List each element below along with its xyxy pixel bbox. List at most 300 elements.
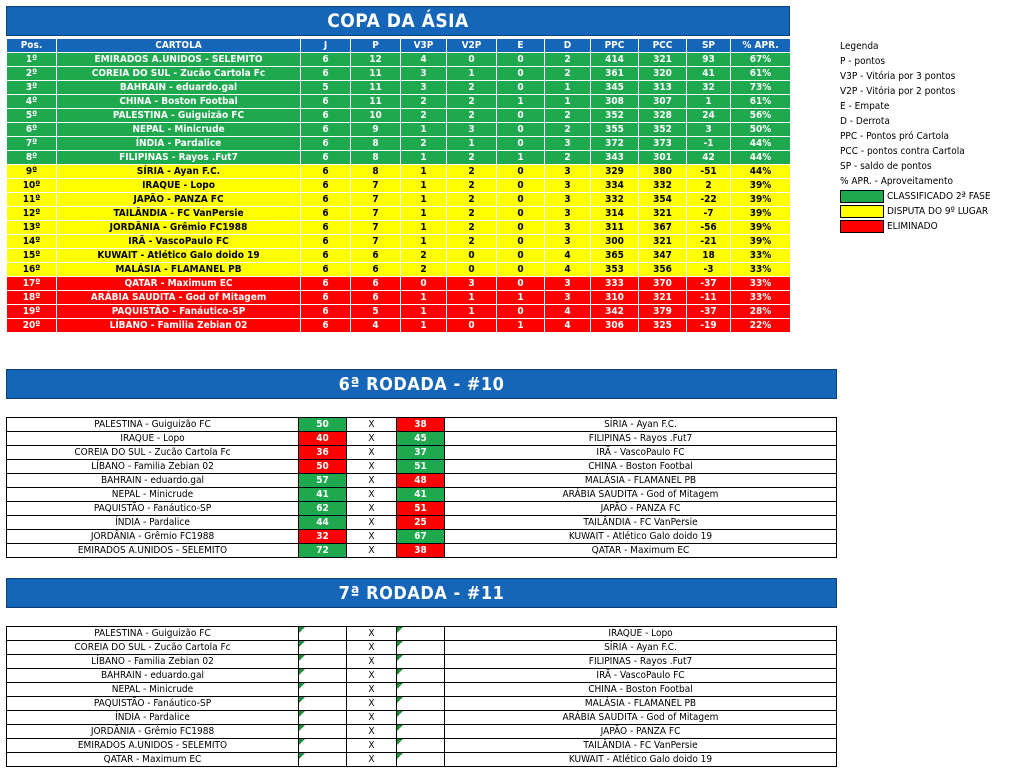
cell-v2p: 2 [447, 221, 497, 235]
home-team: NEPAL - Minicrude [7, 488, 299, 502]
away-team: CHINA - Boston Footbal [445, 683, 837, 697]
legend-swatch [840, 220, 884, 233]
cell-name: ÍNDIA - Pardalice [57, 137, 301, 151]
cell-v2p: 1 [447, 291, 497, 305]
cell-ppc: 353 [591, 263, 639, 277]
legend-line: E - Empate [840, 101, 890, 112]
match-row [7, 516, 837, 530]
legend-line: SP - saldo de pontos [840, 161, 932, 172]
cell-pcc: 320 [639, 67, 687, 81]
cell-name: IRAQUE - Lopo [57, 179, 301, 193]
cell-p: 7 [351, 193, 401, 207]
cell-name: FILIPINAS - Rayos .Fut7 [57, 151, 301, 165]
cell-name: BAHRAIN - eduardo.gal [57, 81, 301, 95]
cell-v2p: 2 [447, 193, 497, 207]
table-row [7, 193, 791, 207]
versus: X [347, 502, 397, 516]
cell-e: 0 [497, 165, 545, 179]
away-team: KUWAIT - Atlético Galo doido 19 [445, 530, 837, 544]
table-row [7, 151, 791, 165]
round-7-title: 7ª RODADA - #11 [6, 578, 837, 608]
table-row [7, 53, 791, 67]
away-score: 48 [397, 474, 445, 488]
legend-item [840, 204, 1024, 219]
home-score: 32 [299, 530, 347, 544]
cell-p: 8 [351, 165, 401, 179]
cell-pcc: 347 [639, 249, 687, 263]
home-team: NEPAL - Minicrude [7, 683, 299, 697]
away-team: FILIPINAS - Rayos .Fut7 [445, 432, 837, 446]
cell-apr: 44% [731, 151, 791, 165]
legend [840, 39, 1024, 234]
table-row [7, 109, 791, 123]
cell-p: 7 [351, 207, 401, 221]
away-score-input[interactable] [397, 627, 445, 641]
away-team: SÍRIA - Ayan F.C. [445, 418, 837, 432]
cell-e: 1 [497, 151, 545, 165]
cell-e: 0 [497, 263, 545, 277]
round-7-matches [6, 626, 837, 767]
cell-v2p: 2 [447, 165, 497, 179]
table-row [7, 263, 791, 277]
cell-pos: 2º [7, 67, 57, 81]
cell-name: LÍBANO - Familia Zebian 02 [57, 319, 301, 333]
away-score: 51 [397, 502, 445, 516]
away-team: IRAQUE - Lopo [445, 627, 837, 641]
cell-v2p: 1 [447, 305, 497, 319]
away-team: FILIPINAS - Rayos .Fut7 [445, 655, 837, 669]
versus: X [347, 739, 397, 753]
cell-v3p: 2 [401, 263, 447, 277]
cell-e: 0 [497, 109, 545, 123]
cell-apr: 39% [731, 221, 791, 235]
cell-e: 0 [497, 305, 545, 319]
versus: X [347, 530, 397, 544]
cell-name: MALÁSIA - FLAMANEL PB [57, 263, 301, 277]
cell-p: 9 [351, 123, 401, 137]
cell-pos: 9º [7, 165, 57, 179]
match-row [7, 641, 837, 655]
cell-pos: 13º [7, 221, 57, 235]
column-header: SP [687, 39, 731, 53]
home-score: 50 [299, 460, 347, 474]
cell-ppc: 308 [591, 95, 639, 109]
cell-e: 0 [497, 67, 545, 81]
table-row [7, 221, 791, 235]
match-row [7, 627, 837, 641]
cell-d: 3 [545, 207, 591, 221]
home-team: EMIRADOS A.UNIDOS - SELEMITO [7, 739, 299, 753]
cell-pos: 1º [7, 53, 57, 67]
cell-p: 5 [351, 305, 401, 319]
away-score-input[interactable] [397, 711, 445, 725]
cell-j: 6 [301, 193, 351, 207]
away-team: MALÁSIA - FLAMANEL PB [445, 697, 837, 711]
cell-v3p: 1 [401, 207, 447, 221]
cell-v3p: 1 [401, 179, 447, 193]
home-team: LÍBANO - Familia Zebian 02 [7, 655, 299, 669]
cell-d: 3 [545, 235, 591, 249]
away-score-input[interactable] [397, 753, 445, 767]
cell-sp: -56 [687, 221, 731, 235]
cell-pos: 17º [7, 277, 57, 291]
cell-v2p: 2 [447, 179, 497, 193]
cell-pos: 14º [7, 235, 57, 249]
cell-ppc: 332 [591, 193, 639, 207]
home-team: QATAR - Maximum EC [7, 753, 299, 767]
cell-sp: 2 [687, 179, 731, 193]
away-team: KUWAIT - Atlético Galo doido 19 [445, 753, 837, 767]
cell-v2p: 2 [447, 151, 497, 165]
cell-pos: 15º [7, 249, 57, 263]
cell-pcc: 325 [639, 319, 687, 333]
cell-v3p: 0 [401, 277, 447, 291]
round-6-matches [6, 417, 837, 558]
cell-d: 1 [545, 95, 591, 109]
match-row [7, 474, 837, 488]
cell-name: JAPÃO - PANZA FC [57, 193, 301, 207]
versus: X [347, 711, 397, 725]
cell-v3p: 1 [401, 123, 447, 137]
cell-name: PALESTINA - Guiguizão FC [57, 109, 301, 123]
home-score-input[interactable] [299, 697, 347, 711]
away-team: IRÃ - VascoPaulo FC [445, 669, 837, 683]
cell-name: ARÁBIA SAUDITA - God of Mitagem [57, 291, 301, 305]
standings-table [6, 38, 791, 333]
cell-v3p: 2 [401, 249, 447, 263]
cell-pos: 16º [7, 263, 57, 277]
cell-v2p: 0 [447, 249, 497, 263]
cell-j: 6 [301, 263, 351, 277]
cell-apr: 67% [731, 53, 791, 67]
match-row [7, 432, 837, 446]
table-row [7, 67, 791, 81]
home-score-input[interactable] [299, 641, 347, 655]
cell-v2p: 2 [447, 207, 497, 221]
home-team: PALESTINA - Guiguizão FC [7, 418, 299, 432]
cell-e: 0 [497, 123, 545, 137]
cell-sp: -11 [687, 291, 731, 305]
table-row [7, 305, 791, 319]
table-row [7, 95, 791, 109]
table-row [7, 123, 791, 137]
legend-line: V2P - Vitória por 2 pontos [840, 86, 956, 97]
away-score: 67 [397, 530, 445, 544]
cell-name: PAQUISTÃO - Fanáutico-SP [57, 305, 301, 319]
cell-e: 0 [497, 53, 545, 67]
table-row [7, 179, 791, 193]
match-row [7, 697, 837, 711]
cell-e: 0 [497, 207, 545, 221]
cell-sp: 24 [687, 109, 731, 123]
home-score-input[interactable] [299, 739, 347, 753]
cell-d: 2 [545, 151, 591, 165]
match-row [7, 460, 837, 474]
away-score: 38 [397, 544, 445, 558]
cell-sp: -7 [687, 207, 731, 221]
cell-v3p: 1 [401, 291, 447, 305]
cell-j: 6 [301, 123, 351, 137]
home-score-input[interactable] [299, 669, 347, 683]
cell-d: 3 [545, 179, 591, 193]
column-header: PCC [639, 39, 687, 53]
cell-ppc: 414 [591, 53, 639, 67]
cell-pcc: 332 [639, 179, 687, 193]
page-title: COPA DA ÁSIA [6, 6, 790, 36]
cell-name: JORDÂNIA - Grêmio FC1988 [57, 221, 301, 235]
versus: X [347, 697, 397, 711]
cell-v3p: 1 [401, 235, 447, 249]
cell-pos: 18º [7, 291, 57, 305]
cell-j: 6 [301, 207, 351, 221]
cell-d: 4 [545, 319, 591, 333]
cell-ppc: 365 [591, 249, 639, 263]
legend-line: P - pontos [840, 56, 886, 67]
cell-apr: 39% [731, 207, 791, 221]
away-score: 25 [397, 516, 445, 530]
cell-j: 5 [301, 81, 351, 95]
column-header: J [301, 39, 351, 53]
versus: X [347, 544, 397, 558]
cell-v2p: 1 [447, 67, 497, 81]
cell-pcc: 301 [639, 151, 687, 165]
match-row [7, 739, 837, 753]
away-score: 37 [397, 446, 445, 460]
cell-apr: 44% [731, 165, 791, 179]
cell-pcc: 321 [639, 235, 687, 249]
cell-p: 6 [351, 249, 401, 263]
match-row [7, 446, 837, 460]
cell-pcc: 380 [639, 165, 687, 179]
cell-ppc: 311 [591, 221, 639, 235]
cell-v3p: 1 [401, 221, 447, 235]
cell-sp: -22 [687, 193, 731, 207]
cell-v2p: 2 [447, 109, 497, 123]
home-score-input[interactable] [299, 753, 347, 767]
away-score-input[interactable] [397, 683, 445, 697]
cell-sp: -37 [687, 305, 731, 319]
cell-pos: 6º [7, 123, 57, 137]
cell-p: 8 [351, 137, 401, 151]
home-score: 36 [299, 446, 347, 460]
cell-name: IRÃ - VascoPaulo FC [57, 235, 301, 249]
away-score: 45 [397, 432, 445, 446]
table-row [7, 277, 791, 291]
cell-apr: 50% [731, 123, 791, 137]
cell-v3p: 3 [401, 81, 447, 95]
cell-v3p: 2 [401, 95, 447, 109]
home-team: EMIRADOS A.UNIDOS - SELEMITO [7, 544, 299, 558]
column-header: CARTOLA [57, 39, 301, 53]
cell-pos: 8º [7, 151, 57, 165]
home-score-input[interactable] [299, 627, 347, 641]
cell-pos: 3º [7, 81, 57, 95]
away-team: ARÁBIA SAUDITA - God of Mitagem [445, 711, 837, 725]
table-row [7, 235, 791, 249]
home-team: COREIA DO SUL - Zucão Cartola Fc [7, 641, 299, 655]
cell-apr: 39% [731, 235, 791, 249]
cell-pos: 12º [7, 207, 57, 221]
cell-j: 6 [301, 53, 351, 67]
away-score-input[interactable] [397, 641, 445, 655]
cell-j: 6 [301, 165, 351, 179]
away-team: CHINA - Boston Footbal [445, 460, 837, 474]
home-team: ÍNDIA - Pardalice [7, 711, 299, 725]
table-row [7, 81, 791, 95]
away-team: IRÃ - VascoPaulo FC [445, 446, 837, 460]
match-row [7, 488, 837, 502]
away-team: SÍRIA - Ayan F.C. [445, 641, 837, 655]
column-header: Pos. [7, 39, 57, 53]
legend-label: CLASSIFICADO 2ª FASE [887, 191, 991, 202]
cell-apr: 33% [731, 277, 791, 291]
home-team: ÍNDIA - Pardalice [7, 516, 299, 530]
cell-name: SÍRIA - Ayan F.C. [57, 165, 301, 179]
cell-d: 3 [545, 291, 591, 305]
away-team: ARÁBIA SAUDITA - God of Mitagem [445, 488, 837, 502]
away-score: 51 [397, 460, 445, 474]
match-row [7, 683, 837, 697]
cell-d: 1 [545, 81, 591, 95]
cell-d: 4 [545, 305, 591, 319]
legend-swatch [840, 190, 884, 203]
cell-j: 6 [301, 235, 351, 249]
match-row [7, 711, 837, 725]
versus: X [347, 474, 397, 488]
cell-d: 4 [545, 263, 591, 277]
cell-name: QATAR - Maximum EC [57, 277, 301, 291]
table-row [7, 249, 791, 263]
home-score-input[interactable] [299, 711, 347, 725]
match-row [7, 753, 837, 767]
table-row [7, 137, 791, 151]
cell-apr: 33% [731, 263, 791, 277]
cell-apr: 28% [731, 305, 791, 319]
home-score-input[interactable] [299, 655, 347, 669]
versus: X [347, 418, 397, 432]
cell-pos: 7º [7, 137, 57, 151]
cell-sp: 18 [687, 249, 731, 263]
home-team: JORDÂNIA - Grêmio FC1988 [7, 725, 299, 739]
table-row [7, 165, 791, 179]
cell-j: 6 [301, 109, 351, 123]
cell-apr: 44% [731, 137, 791, 151]
cell-e: 0 [497, 249, 545, 263]
match-row [7, 655, 837, 669]
cell-v2p: 2 [447, 95, 497, 109]
home-team: JORDÂNIA - Grêmio FC1988 [7, 530, 299, 544]
column-header: V2P [447, 39, 497, 53]
cell-sp: 3 [687, 123, 731, 137]
cell-name: NEPAL - Minicrude [57, 123, 301, 137]
cell-j: 6 [301, 151, 351, 165]
cell-apr: 73% [731, 81, 791, 95]
cell-sp: 93 [687, 53, 731, 67]
home-team: LÍBANO - Familia Zebian 02 [7, 460, 299, 474]
home-score-input[interactable] [299, 683, 347, 697]
cell-v3p: 2 [401, 109, 447, 123]
home-team: COREIA DO SUL - Zucão Cartola Fc [7, 446, 299, 460]
column-header: E [497, 39, 545, 53]
cell-ppc: 334 [591, 179, 639, 193]
match-row [7, 530, 837, 544]
cell-e: 0 [497, 235, 545, 249]
away-team: MALÁSIA - FLAMANEL PB [445, 474, 837, 488]
away-score-input[interactable] [397, 697, 445, 711]
cell-e: 1 [497, 95, 545, 109]
cell-p: 6 [351, 291, 401, 305]
legend-label: DISPUTA DO 9º LUGAR [887, 206, 989, 217]
cell-v3p: 1 [401, 151, 447, 165]
cell-sp: -19 [687, 319, 731, 333]
match-row [7, 418, 837, 432]
cell-v3p: 2 [401, 137, 447, 151]
home-score: 41 [299, 488, 347, 502]
cell-e: 0 [497, 179, 545, 193]
cell-d: 3 [545, 277, 591, 291]
cell-apr: 39% [731, 179, 791, 193]
table-row [7, 207, 791, 221]
cell-v2p: 3 [447, 123, 497, 137]
cell-apr: 33% [731, 249, 791, 263]
home-score: 62 [299, 502, 347, 516]
cell-p: 12 [351, 53, 401, 67]
away-team: JAPÃO - PANZA FC [445, 725, 837, 739]
cell-ppc: 352 [591, 109, 639, 123]
cell-apr: 56% [731, 109, 791, 123]
cell-ppc: 372 [591, 137, 639, 151]
cell-e: 0 [497, 277, 545, 291]
cell-v3p: 3 [401, 67, 447, 81]
versus: X [347, 669, 397, 683]
away-score: 38 [397, 418, 445, 432]
cell-v2p: 0 [447, 53, 497, 67]
legend-line: V3P - Vitória por 3 pontos [840, 71, 956, 82]
column-header: PPC [591, 39, 639, 53]
cell-j: 6 [301, 319, 351, 333]
away-team: JAPÃO - PANZA FC [445, 502, 837, 516]
cell-pcc: 373 [639, 137, 687, 151]
cell-p: 8 [351, 151, 401, 165]
cell-sp: -37 [687, 277, 731, 291]
versus: X [347, 753, 397, 767]
cell-ppc: 345 [591, 81, 639, 95]
cell-d: 3 [545, 193, 591, 207]
cell-d: 4 [545, 249, 591, 263]
table-row [7, 291, 791, 305]
cell-pos: 20º [7, 319, 57, 333]
versus: X [347, 516, 397, 530]
home-score-input[interactable] [299, 725, 347, 739]
cell-p: 7 [351, 221, 401, 235]
cell-pcc: 354 [639, 193, 687, 207]
away-score-input[interactable] [397, 739, 445, 753]
cell-pos: 11º [7, 193, 57, 207]
away-score-input[interactable] [397, 655, 445, 669]
cell-e: 0 [497, 221, 545, 235]
home-score: 72 [299, 544, 347, 558]
home-score: 40 [299, 432, 347, 446]
cell-p: 11 [351, 67, 401, 81]
cell-ppc: 310 [591, 291, 639, 305]
away-score-input[interactable] [397, 669, 445, 683]
home-team: PAQUISTÃO - Fanáutico-SP [7, 502, 299, 516]
away-score-input[interactable] [397, 725, 445, 739]
cell-apr: 39% [731, 193, 791, 207]
cell-sp: 32 [687, 81, 731, 95]
match-row [7, 544, 837, 558]
cell-p: 11 [351, 95, 401, 109]
